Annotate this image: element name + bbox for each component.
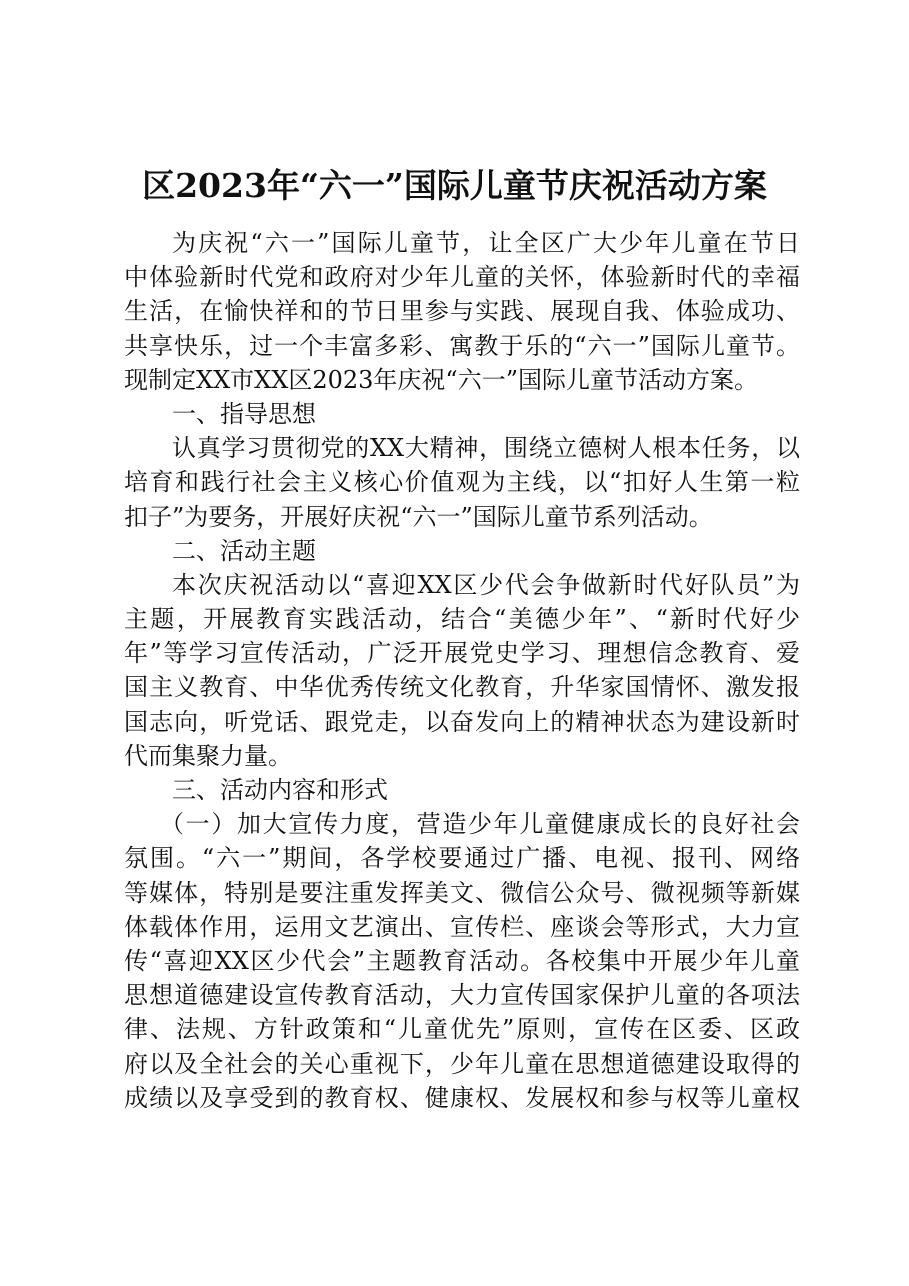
body-line: 代而集聚力量。 (124, 741, 292, 770)
body-line: 年”等学习宣传活动，广泛开展党史学习、理想信念教育、爱 (124, 639, 800, 668)
document-title: 区2023年“六一”国际儿童节庆祝活动方案 (142, 166, 767, 205)
body-line: 传“喜迎XX区少代会”主题教育活动。各校集中开展少年儿童 (124, 946, 800, 975)
body-line: 现制定XX市XX区2023年庆祝“六一”国际儿童节活动方案。 (124, 365, 758, 394)
document-body (124, 226, 800, 1115)
body-line: 扣子”为要务，开展好庆祝“六一”国际儿童节系列活动。 (124, 502, 713, 531)
body-line: 共享快乐，过一个丰富多彩、寓教于乐的“六一”国际儿童节。 (124, 331, 800, 360)
body-line: 三、活动内容和形式 (172, 776, 388, 804)
body-line: 主题，开展教育实践活动，结合“美德少年”、“新时代好少 (124, 605, 800, 634)
body-line: 国主义教育、中华优秀传统文化教育，升华家国情怀、激发报 (124, 673, 800, 702)
body-line: 氛围。“六一”期间，各学校要通过广播、电视、报刊、网络 (124, 844, 800, 873)
body-line: 国志向，听党话、跟党走，以奋发向上的精神状态为建设新时 (124, 707, 800, 736)
body-line: 成绩以及享受到的教育权、健康权、发展权和参与权等儿童权 (124, 1083, 800, 1112)
body-line: 思想道德建设宣传教育活动，大力宣传国家保护儿童的各项法 (124, 981, 800, 1010)
body-line: 生活，在愉快祥和的节日里参与实践、展现自我、体验成功、 (124, 297, 800, 326)
body-line: 一、指导思想 (172, 399, 316, 428)
body-line: （一）加大宣传力度，营造少年儿童健康成长的良好社会 (160, 810, 800, 839)
body-line: 等媒体，特别是要注重发挥美文、微信公众号、微视频等新媒 (124, 878, 800, 907)
body-line: 本次庆祝活动以“喜迎XX区少代会争做新时代好队员”为 (172, 570, 800, 599)
body-line: 二、活动主题 (172, 536, 316, 565)
body-line: 为庆祝“六一”国际儿童节，让全区广大少年儿童在节日 (172, 229, 800, 257)
body-line: 认真学习贯彻党的XX大精神，围绕立德树人根本任务，以 (172, 434, 800, 463)
body-line: 府以及全社会的关心重视下，少年儿童在思想道德建设取得的 (124, 1049, 800, 1078)
body-line: 律、法规、方针政策和“儿童优先”原则，宣传在区委、区政 (124, 1015, 800, 1044)
body-line: 体载体作用，运用文艺演出、宣传栏、座谈会等形式，大力宣 (124, 912, 800, 941)
body-line: 培育和践行社会主义核心价值观为主线，以“扣好人生第一粒 (124, 468, 800, 497)
body-line: 中体验新时代党和政府对少年儿童的关怀，体验新时代的幸福 (124, 263, 800, 292)
